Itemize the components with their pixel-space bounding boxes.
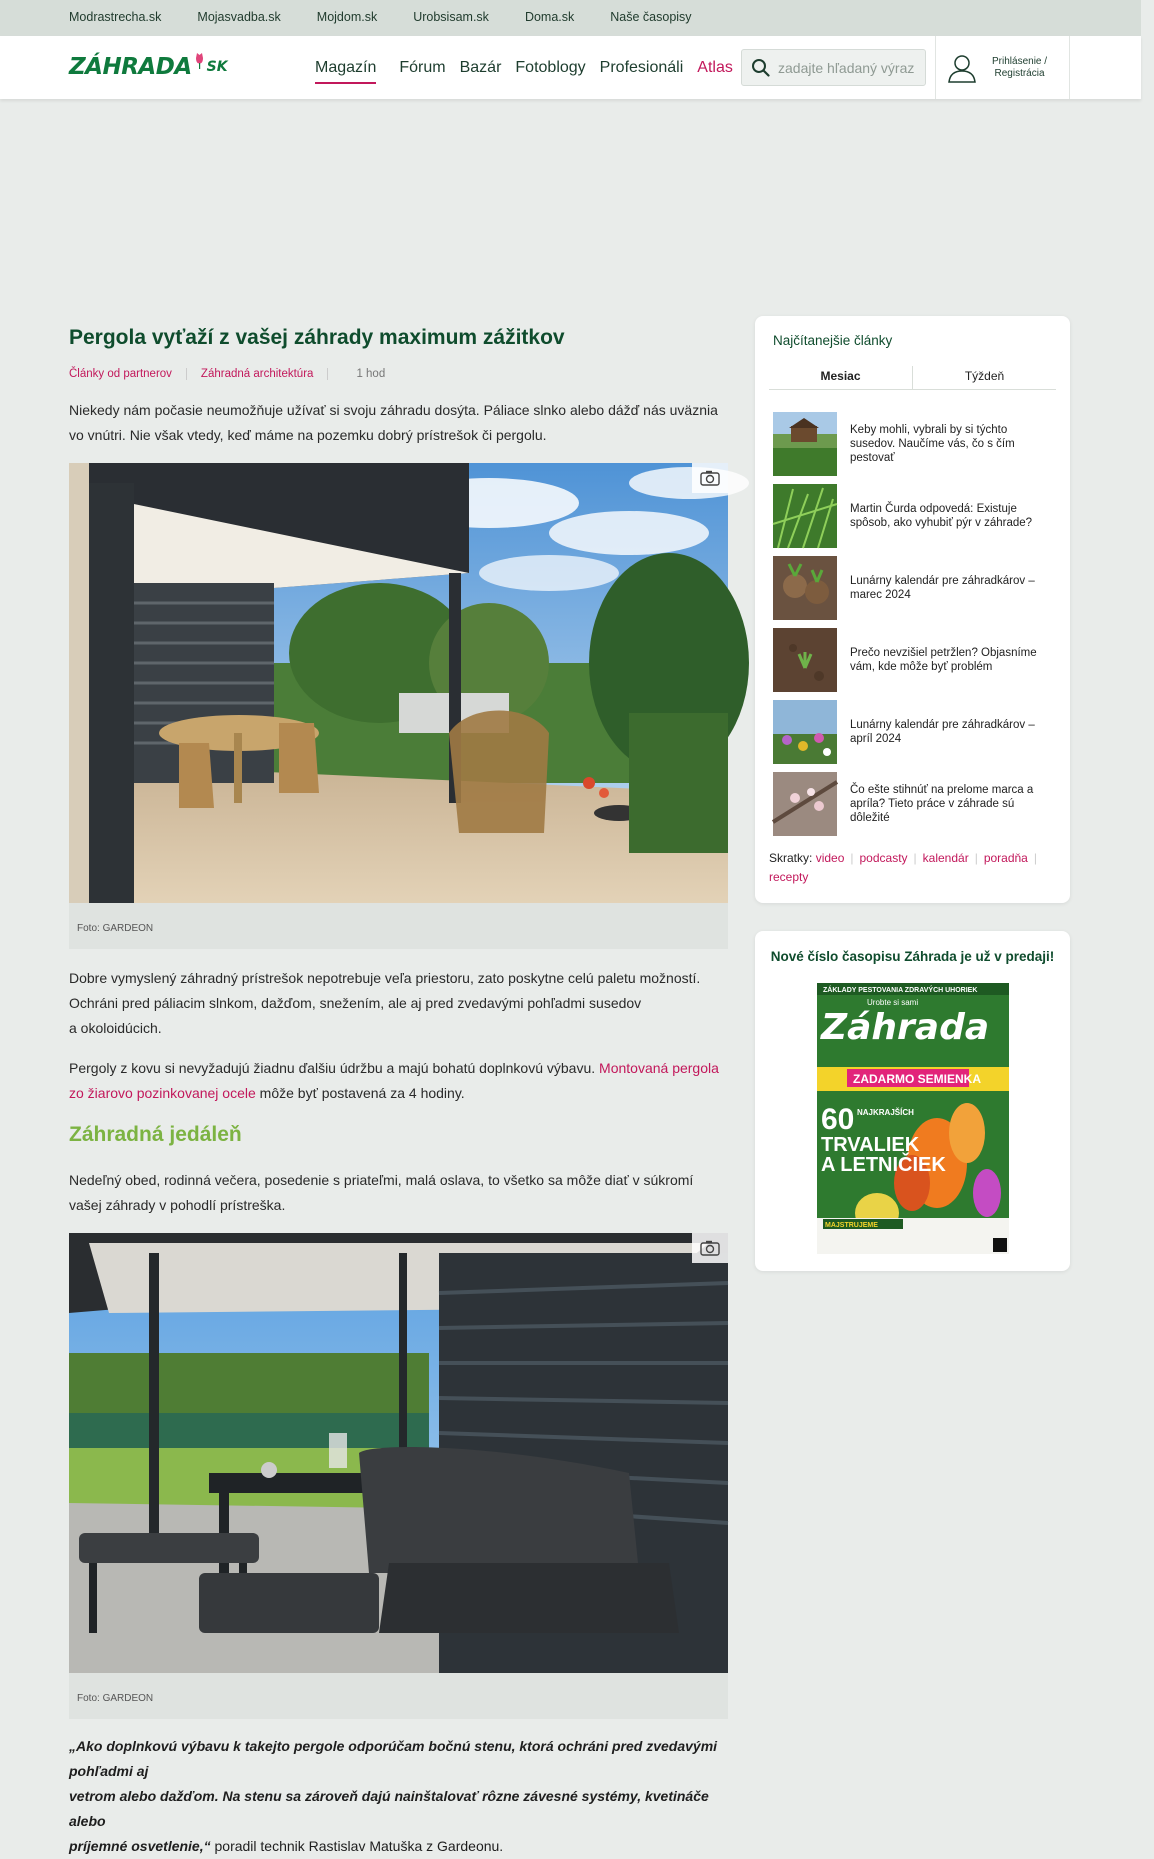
quote-line-3-bold: príjemné osvetlenie,“ xyxy=(69,1838,211,1854)
popular-tabs xyxy=(769,366,1056,390)
shortcuts: Skratky: video | podcasty | kalendár | poradňa | recepty xyxy=(769,851,1037,884)
article-paragraph-4: Nedeľný obed, rodinná večera, posedenie s priateľmi, malá oslava, to všetko sa môže diať v súkromí vašej záhrady v pohodlí prístreška. xyxy=(69,1172,694,1213)
magazine-cover-title: Záhrada xyxy=(821,1007,990,1048)
category-partners-link[interactable]: Články od partnerov xyxy=(69,368,172,380)
shortcut-poradna[interactable]: poradňa xyxy=(983,851,1028,865)
network-link-mojasvadba[interactable]: Mojasvadba.sk xyxy=(197,10,281,24)
tab-month[interactable]: Mesiac xyxy=(820,369,861,383)
search-box xyxy=(741,49,926,86)
site-header xyxy=(0,36,1141,99)
nav-atlas[interactable]: Atlas xyxy=(697,58,733,76)
popular-article-title: Martin Čurda odpovedá: Existuje spôsob, ako vyhubiť pýr v záhrade? xyxy=(850,503,1033,529)
paragraph-2-line-2: Ochráni pred páliacim slnkom, dažďom, snežením, ale aj pred zvedavými pohľadmi susedov xyxy=(69,995,642,1011)
shortcut-kalendar[interactable]: kalendár xyxy=(922,851,969,865)
shortcut-recepty[interactable]: recepty xyxy=(769,870,809,884)
network-links xyxy=(69,10,728,24)
meta-divider xyxy=(327,368,328,380)
login-label xyxy=(992,56,1047,80)
popular-article-item[interactable] xyxy=(773,628,1058,692)
popular-article-item[interactable] xyxy=(773,412,1058,476)
article-photo-2 xyxy=(69,1233,728,1719)
camera-icon[interactable] xyxy=(692,1233,728,1263)
nav-bazar[interactable]: Bazár xyxy=(459,58,502,76)
logo-text: ZÁHRADA xyxy=(69,54,192,80)
meta-divider xyxy=(186,368,187,380)
article-thumbnail xyxy=(773,700,837,764)
magazine-heading: Nové číslo časopisu Záhrada je už v predaji! xyxy=(770,949,1055,964)
user-icon xyxy=(946,53,978,83)
article-title: Pergola vyťaží z vašej záhrady maximum zážitkov xyxy=(69,326,565,349)
article-quote xyxy=(69,1734,729,1859)
section-heading: Záhradná jedáleň xyxy=(69,1123,242,1146)
nav-profesionali[interactable]: Profesionáli xyxy=(599,58,684,76)
magazine-cover-banner: ZADARMO SEMIENKA xyxy=(853,1072,981,1086)
article-thumbnail xyxy=(773,412,837,476)
popular-article-item[interactable] xyxy=(773,700,1058,764)
photo-caption: Foto: GARDEON xyxy=(77,923,154,934)
popular-article-title: Lunárny kalendár pre záhradkárov – marec 2024 xyxy=(850,575,1035,601)
shortcut-podcasty[interactable]: podcasty xyxy=(859,851,908,865)
search-icon[interactable] xyxy=(742,58,778,77)
article-thumbnail xyxy=(773,556,837,620)
article-thumbnail xyxy=(773,772,837,836)
article-time: 1 hod xyxy=(356,368,386,380)
magazine-cover-number: 60 xyxy=(821,1103,855,1136)
magazine-cover-tag: Urobte si sami xyxy=(867,998,919,1007)
pergola-link[interactable]: Montovaná pergola zo žiarovo pozinkovanej ocele xyxy=(69,1060,719,1101)
article-paragraph-2 xyxy=(69,966,729,1041)
paragraph-2-line-3: a okoloidúcich. xyxy=(69,1020,162,1036)
article-meta xyxy=(69,368,385,380)
paragraph-3-tail: môže byť postavená za 4 hodiny. xyxy=(255,1085,465,1101)
magazine-cover-bottom: MAJSTRUJEME xyxy=(825,1222,878,1229)
main-nav xyxy=(315,36,747,99)
popular-article-item[interactable] xyxy=(773,484,1058,548)
magazine-card xyxy=(755,931,1070,1271)
network-link-nase-casopisy[interactable]: Naše časopisy xyxy=(610,10,692,24)
network-link-mojdom[interactable]: Mojdom.sk xyxy=(316,10,378,24)
login-label-line2: Registrácia xyxy=(994,67,1045,79)
magazine-cover-small: NAJKRAJŠÍCH xyxy=(857,1108,914,1117)
article-photo-1 xyxy=(69,463,728,949)
magazine-cover-line-1: TRVALIEK xyxy=(821,1134,920,1156)
article-paragraph-3 xyxy=(69,1056,729,1106)
quote-line-3-rest: poradil technik Rastislav Matuška z Gardeonu. xyxy=(210,1838,504,1854)
login-label-line1: Prihlásenie / xyxy=(992,55,1048,67)
magazine-cover-line-2: A LETNIČIEK xyxy=(821,1154,946,1176)
pergola-terrace-photo[interactable] xyxy=(69,463,728,903)
logo-suffix: SK xyxy=(206,59,228,75)
article-intro: Niekedy nám počasie neumožňuje užívať si svoju záhradu dosýta. Páliace slnko alebo dážď nás uväznia vo vnútri. Nie však vtedy, keď máme na pozemku dobrý prístrešok či pergolu. xyxy=(69,402,718,443)
tulip-icon xyxy=(193,53,206,69)
nav-fotoblogy[interactable]: Fotoblogy xyxy=(515,58,586,76)
article-thumbnail xyxy=(773,484,837,548)
garden-dining-photo[interactable] xyxy=(69,1233,728,1673)
magazine-cover[interactable] xyxy=(817,983,1009,1254)
network-link-doma[interactable]: Doma.sk xyxy=(524,10,575,24)
login-button[interactable] xyxy=(935,36,1070,99)
popular-article-title: Prečo nevzišiel petržlen? Objasníme vám, kde môže byť problém xyxy=(850,647,1037,673)
article-thumbnail xyxy=(773,628,837,692)
site-logo[interactable] xyxy=(69,50,228,84)
photo-caption: Foto: GARDEON xyxy=(77,1693,154,1704)
network-link-modrastrecha[interactable]: Modrastrecha.sk xyxy=(69,10,162,24)
paragraph-3-text: Pergoly z kovu si nevyžadujú žiadnu ďalšiu údržbu a majú bohatú doplnkovú výbavu. xyxy=(69,1060,600,1076)
popular-article-item[interactable] xyxy=(773,556,1058,620)
shortcut-video[interactable]: video xyxy=(815,851,845,865)
network-topbar xyxy=(0,0,1141,36)
popular-articles-heading: Najčítanejšie články xyxy=(773,333,893,348)
camera-icon[interactable] xyxy=(692,463,728,493)
nav-magazin[interactable]: Magazín xyxy=(315,36,376,99)
nav-forum[interactable]: Fórum xyxy=(399,58,446,76)
quote-line-1: „Ako doplnkovú výbavu k takejto pergole odporúčam bočnú stenu, ktorá ochráni pred zvedavými pohľadmi aj xyxy=(69,1738,718,1779)
magazine-cover-topline: ZÁKLADY PESTOVANIA ZDRAVÝCH UHORIEK xyxy=(823,987,978,994)
popular-article-title: Keby mohli, vybrali by si týchto susedov. Naučíme vás, čo s čím pestovať xyxy=(850,424,1015,464)
popular-article-title: Lunárny kalendár pre záhradkárov – apríl 2024 xyxy=(850,719,1035,745)
category-architecture-link[interactable]: Záhradná architektúra xyxy=(200,368,314,380)
tab-week[interactable]: Týždeň xyxy=(912,366,1056,389)
shortcuts-label: Skratky: xyxy=(769,851,813,865)
quote-line-3 xyxy=(69,1834,729,1859)
popular-article-item[interactable] xyxy=(773,772,1058,836)
popular-article-title: Čo ešte stihnúť na prelome marca a apríla? Tieto práce v záhrade sú dôležité xyxy=(850,784,1034,824)
popular-articles-card xyxy=(755,316,1070,903)
network-link-urobsisam[interactable]: Urobsisam.sk xyxy=(413,10,489,24)
paragraph-2-line-1: Dobre vymyslený záhradný prístrešok nepotrebuje veľa priestoru, zato poskytne celú paletu možností. xyxy=(69,970,701,986)
search-input[interactable] xyxy=(778,60,918,76)
quote-line-2: vetrom alebo dažďom. Na stenu sa zároveň dajú nainštalovať rôzne závesné systémy, kvetináče alebo xyxy=(69,1788,709,1829)
